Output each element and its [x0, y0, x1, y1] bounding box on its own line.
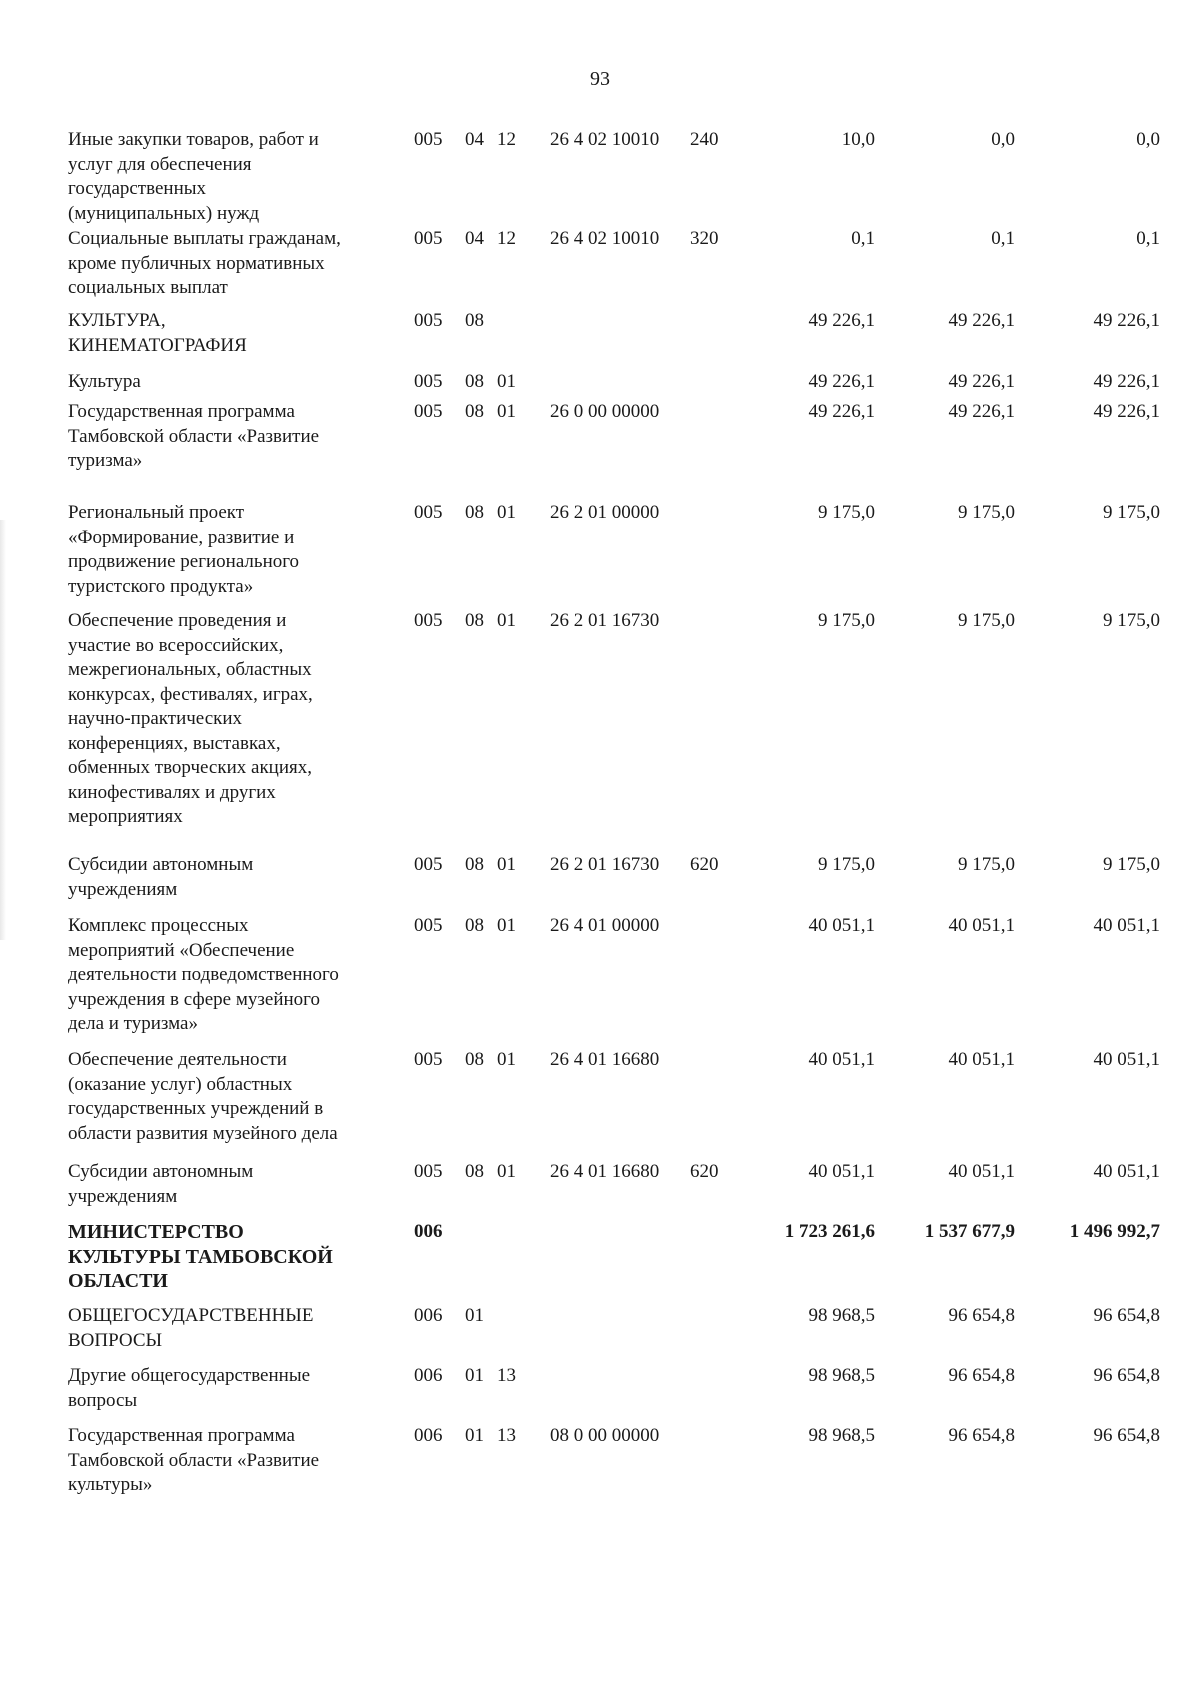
row-value-year-2: 9 175,0: [958, 854, 1015, 875]
row-value-year-2: 9 175,0: [958, 502, 1015, 523]
row-expense-type-code: 620: [690, 1161, 719, 1182]
row-ved-code: 005: [414, 502, 443, 523]
row-value-year-1: 98 968,5: [808, 1305, 875, 1326]
row-value-year-1: 9 175,0: [818, 854, 875, 875]
row-subsection-code: 01: [497, 401, 516, 422]
row-subsection-code: 12: [497, 129, 516, 150]
row-value-year-2: 49 226,1: [948, 401, 1015, 422]
row-subsection-code: 01: [497, 915, 516, 936]
row-value-year-2: 40 051,1: [948, 1161, 1015, 1182]
row-section-code: 01: [465, 1365, 484, 1386]
row-name: Субсидии автономным учреждениям: [68, 854, 254, 900]
row-subsection-code: 12: [497, 228, 516, 249]
row-value-year-3: 0,0: [1136, 129, 1160, 150]
row-target-article-code: 26 2 01 16730: [550, 610, 660, 631]
row-subsection-code: 13: [497, 1365, 516, 1386]
row-section-code: 08: [465, 371, 484, 392]
row-name: Обеспечение проведения и участие во всероссийских, межрегиональных, областных конкурсах, фестивалях, играх, научно-практических конференциях, выставках, обменных творческих акциях, кинофестивалях и других мероприятиях: [68, 610, 313, 827]
row-target-article-code: 26 2 01 16730: [550, 854, 660, 875]
row-value-year-2: 49 226,1: [948, 310, 1015, 331]
row-value-year-1: 10,0: [841, 129, 875, 150]
row-target-article-code: 26 4 02 10010: [550, 129, 660, 150]
row-target-article-code: 26 4 01 00000: [550, 915, 660, 936]
scan-edge-shadow: [0, 520, 6, 940]
row-section-code: 04: [465, 228, 484, 249]
row-ved-code: 005: [414, 228, 443, 249]
row-name: МИНИСТЕРСТВО КУЛЬТУРЫ ТАМБОВСКОЙ ОБЛАСТИ: [68, 1221, 333, 1292]
row-value-year-2: 0,0: [991, 129, 1015, 150]
row-section-code: 04: [465, 129, 484, 150]
row-expense-type-code: 240: [690, 129, 719, 150]
row-value-year-3: 9 175,0: [1103, 502, 1160, 523]
row-value-year-1: 40 051,1: [808, 1049, 875, 1070]
row-value-year-2: 40 051,1: [948, 1049, 1015, 1070]
row-value-year-2: 9 175,0: [958, 610, 1015, 631]
row-target-article-code: 26 4 02 10010: [550, 228, 660, 249]
row-value-year-3: 96 654,8: [1093, 1365, 1160, 1386]
row-section-code: 01: [465, 1305, 484, 1326]
row-name: Комплекс процессных мероприятий «Обеспечение деятельности подведомственного учреждения в сфере музейного дела и туризма»: [68, 915, 339, 1034]
row-ved-code: 005: [414, 401, 443, 422]
row-ved-code: 005: [414, 915, 443, 936]
row-name: Иные закупки товаров, работ и услуг для обеспечения государственных (муниципальных) нужд: [68, 129, 319, 224]
row-subsection-code: 01: [497, 1161, 516, 1182]
row-name: Субсидии автономным учреждениям: [68, 1161, 254, 1207]
row-value-year-1: 9 175,0: [818, 610, 875, 631]
row-section-code: 08: [465, 915, 484, 936]
row-value-year-2: 96 654,8: [948, 1305, 1015, 1326]
row-name: Государственная программа Тамбовской области «Развитие туризма»: [68, 401, 320, 471]
row-ved-code: 005: [414, 1161, 443, 1182]
row-value-year-3: 40 051,1: [1093, 915, 1160, 936]
row-ved-code: 006: [414, 1365, 443, 1386]
row-name: КУЛЬТУРА, КИНЕМАТОГРАФИЯ: [68, 310, 247, 356]
row-section-code: 08: [465, 502, 484, 523]
row-target-article-code: 26 4 01 16680: [550, 1161, 660, 1182]
row-ved-code: 005: [414, 610, 443, 631]
row-value-year-3: 40 051,1: [1093, 1161, 1160, 1182]
row-value-year-1: 49 226,1: [808, 310, 875, 331]
page-number: 93: [590, 68, 610, 90]
row-section-code: 01: [465, 1425, 484, 1446]
row-value-year-2: 96 654,8: [948, 1425, 1015, 1446]
row-value-year-2: 1 537 677,9: [924, 1221, 1015, 1242]
row-ved-code: 005: [414, 371, 443, 392]
row-value-year-2: 96 654,8: [948, 1365, 1015, 1386]
row-value-year-1: 1 723 261,6: [784, 1221, 875, 1242]
row-ved-code: 005: [414, 1049, 443, 1070]
row-subsection-code: 01: [497, 854, 516, 875]
row-ved-code: 006: [414, 1305, 443, 1326]
row-target-article-code: 26 2 01 00000: [550, 502, 660, 523]
row-ved-code: 006: [414, 1425, 443, 1446]
row-section-code: 08: [465, 1049, 484, 1070]
row-value-year-1: 40 051,1: [808, 1161, 875, 1182]
row-section-code: 08: [465, 610, 484, 631]
row-value-year-1: 98 968,5: [808, 1425, 875, 1446]
row-name: Обеспечение деятельности (оказание услуг) областных государственных учреждений в области развития музейного дела: [68, 1049, 338, 1144]
row-target-article-code: 26 0 00 00000: [550, 401, 660, 422]
row-value-year-3: 40 051,1: [1093, 1049, 1160, 1070]
row-value-year-2: 0,1: [991, 228, 1015, 249]
row-value-year-3: 49 226,1: [1093, 371, 1160, 392]
row-value-year-3: 96 654,8: [1093, 1425, 1160, 1446]
row-section-code: 08: [465, 401, 484, 422]
row-ved-code: 005: [414, 129, 443, 150]
row-value-year-1: 49 226,1: [808, 401, 875, 422]
row-section-code: 08: [465, 854, 484, 875]
row-name: Культура: [68, 371, 141, 392]
row-subsection-code: 01: [497, 502, 516, 523]
row-value-year-1: 9 175,0: [818, 502, 875, 523]
row-value-year-3: 1 496 992,7: [1069, 1221, 1160, 1242]
row-target-article-code: 08 0 00 00000: [550, 1425, 660, 1446]
row-value-year-3: 49 226,1: [1093, 310, 1160, 331]
row-expense-type-code: 620: [690, 854, 719, 875]
row-value-year-1: 49 226,1: [808, 371, 875, 392]
row-name: Государственная программа Тамбовской области «Развитие культуры»: [68, 1425, 320, 1495]
row-name: Другие общегосударственные вопросы: [68, 1365, 311, 1411]
row-name: ОБЩЕГОСУДАРСТВЕННЫЕ ВОПРОСЫ: [68, 1305, 314, 1351]
row-section-code: 08: [465, 1161, 484, 1182]
row-value-year-3: 96 654,8: [1093, 1305, 1160, 1326]
row-value-year-3: 49 226,1: [1093, 401, 1160, 422]
row-value-year-2: 49 226,1: [948, 371, 1015, 392]
row-value-year-3: 9 175,0: [1103, 854, 1160, 875]
row-name: Социальные выплаты гражданам, кроме публичных нормативных социальных выплат: [68, 228, 341, 298]
row-ved-code: 005: [414, 854, 443, 875]
row-value-year-1: 0,1: [851, 228, 875, 249]
row-subsection-code: 01: [497, 610, 516, 631]
row-section-code: 08: [465, 310, 484, 331]
row-value-year-1: 40 051,1: [808, 915, 875, 936]
row-value-year-2: 40 051,1: [948, 915, 1015, 936]
row-ved-code: 006: [414, 1221, 443, 1242]
row-subsection-code: 13: [497, 1425, 516, 1446]
row-value-year-3: 0,1: [1136, 228, 1160, 249]
row-name: Региональный проект «Формирование, развитие и продвижение регионального туристского продукта»: [68, 502, 300, 597]
row-subsection-code: 01: [497, 1049, 516, 1070]
row-target-article-code: 26 4 01 16680: [550, 1049, 660, 1070]
row-value-year-3: 9 175,0: [1103, 610, 1160, 631]
row-ved-code: 005: [414, 310, 443, 331]
row-subsection-code: 01: [497, 371, 516, 392]
row-expense-type-code: 320: [690, 228, 719, 249]
row-value-year-1: 98 968,5: [808, 1365, 875, 1386]
